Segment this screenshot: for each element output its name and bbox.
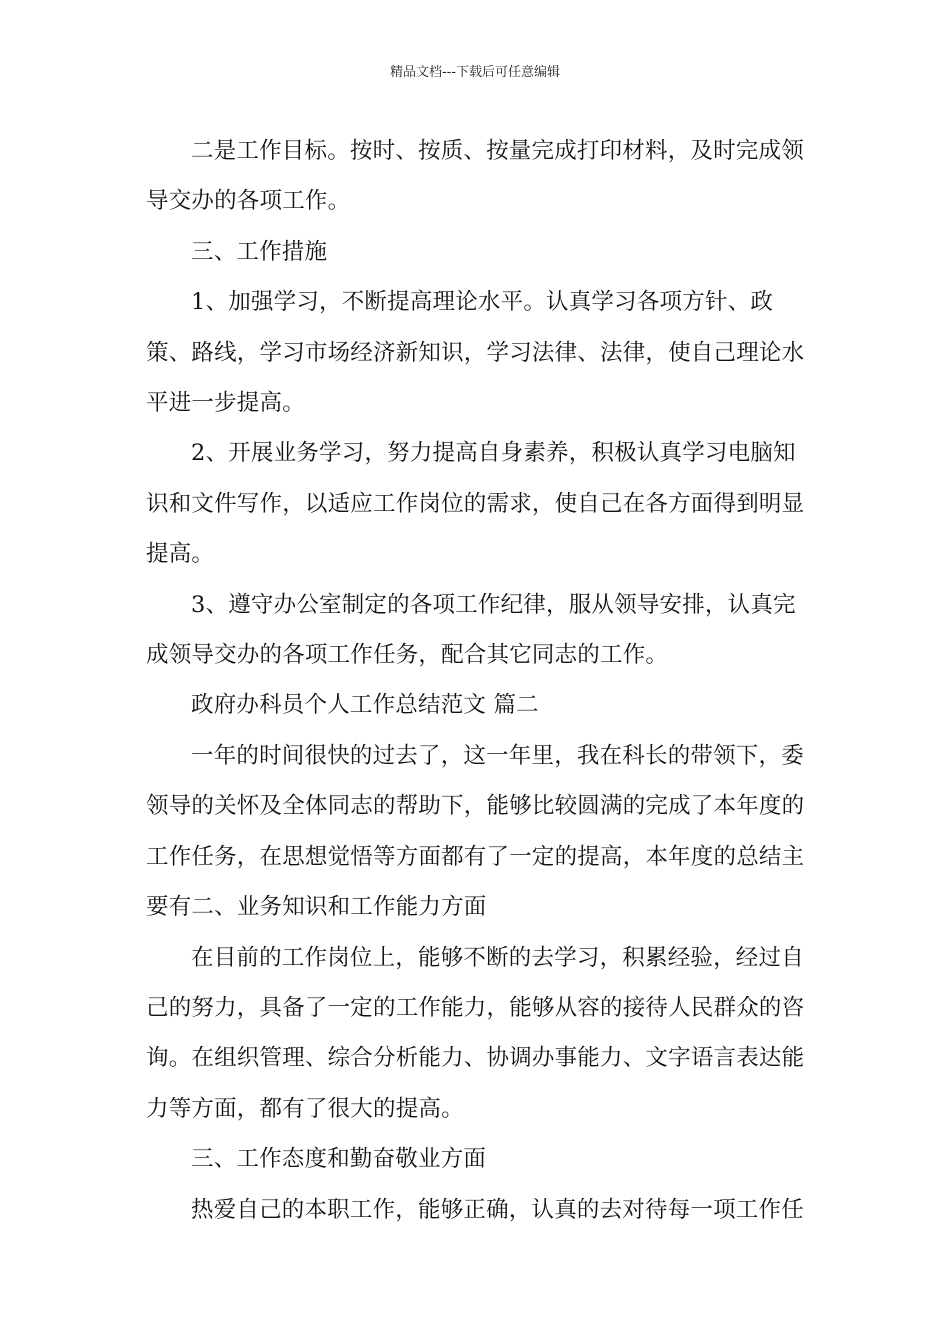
section-title-part-two: 政府办科员个人工作总结范文 篇二	[191, 692, 539, 719]
document-body	[146, 126, 812, 1235]
page-header: 精品文档---下载后可任意编辑	[389, 65, 561, 80]
paragraph-measure-3: 3、遵守办公室制定的各项工作纪律，服从领导安排，认真完成领导交办的各项工作任务，配合其它同志的工作。	[146, 591, 796, 669]
paragraph-work-goal: 二是工作目标。按时、按质、按量完成打印材料，及时完成领导交办的各项工作。	[146, 138, 804, 215]
paragraph-measure-2: 2、开展业务学习，努力提高自身素养，积极认真学习电脑知识和文件写作，以适应工作岗位的需求，使自己在各方面得到明显提高。	[146, 440, 805, 568]
paragraph-work-attitude: 热爱自己的本职工作，能够正确，认真的去对待每一项工作任	[191, 1196, 804, 1223]
paragraph-measure-1: 1、加强学习，不断提高理论水平。认真学习各项方针、政策、路线，学习市场经济新知识，学习法律、法律，使自己理论水平进一步提高。	[146, 289, 805, 417]
paragraph-work-ability: 在目前的工作岗位上，能够不断的去学习，积累经验，经过自己的努力，具备了一定的工作能力，能够从容的接待人民群众的咨询。在组织管理、综合分析能力、协调办事能力、文字语言表达能力等方面，都有了很大的提高。	[146, 944, 805, 1122]
paragraph-year-summary: 一年的时间很快的过去了，这一年里，我在科长的带领下，委领导的关怀及全体同志的帮助下，能够比较圆满的完成了本年度的工作任务，在思想觉悟等方面都有了一定的提高，本年度的总结主要有二、业务知识和工作能力方面	[146, 742, 805, 921]
heading-work-measures: 三、工作措施	[191, 238, 328, 265]
heading-work-attitude: 三、工作态度和勤奋敬业方面	[191, 1146, 487, 1173]
